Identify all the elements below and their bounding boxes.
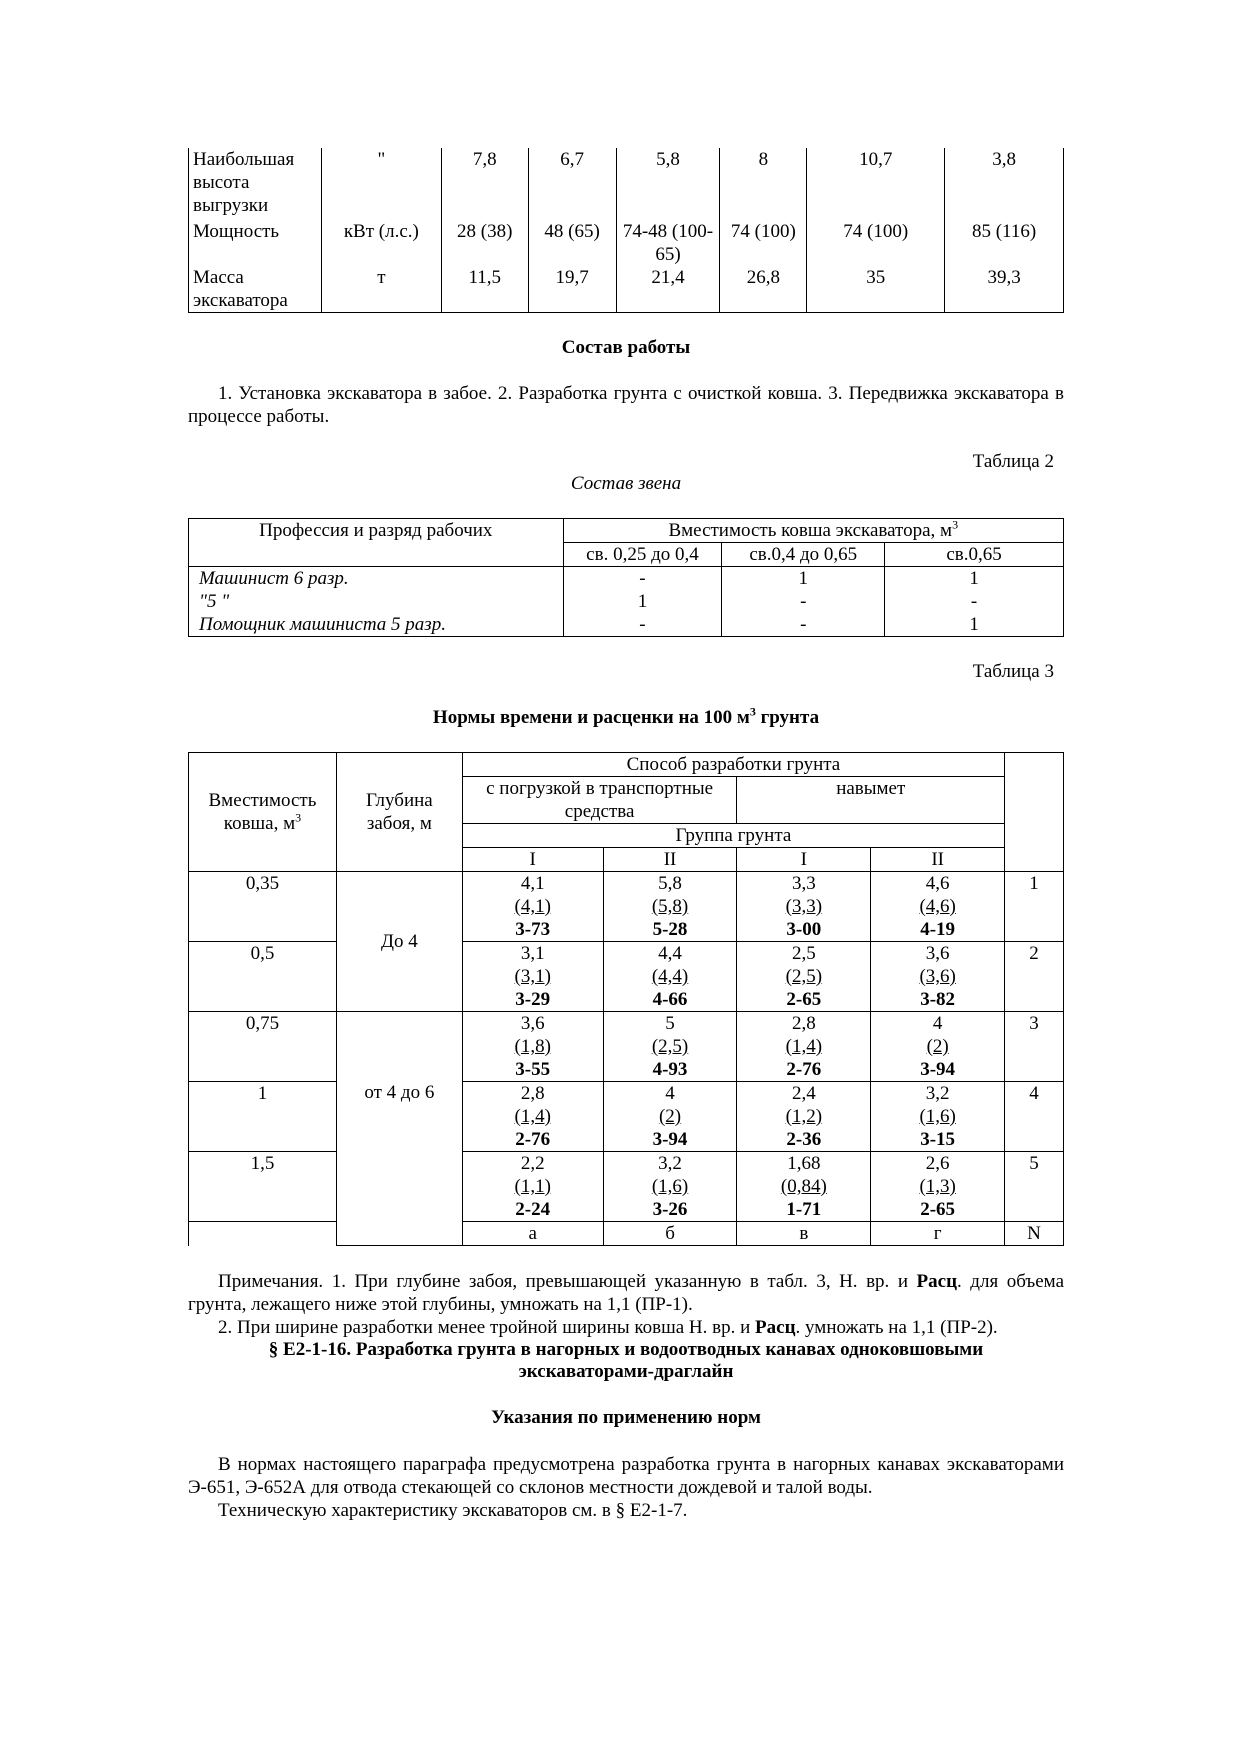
norm-cell: [603, 1012, 737, 1082]
norm-cell: [737, 1012, 871, 1082]
norm-time: 3,2: [925, 1083, 950, 1104]
depth-cell: До 4: [336, 872, 462, 1012]
norm-time: 3,3: [791, 873, 816, 894]
norm-time: 3,6: [925, 943, 950, 964]
note-1-bold: Расц: [916, 1271, 958, 1292]
profession-cell: Помощник машиниста 5 разр.: [189, 613, 564, 637]
table-row: [189, 872, 1064, 942]
norm-machine-time: (1,2): [785, 1106, 823, 1127]
norm-cell: [871, 872, 1005, 942]
subcol-header: св. 0,25 до 0,4: [563, 543, 722, 567]
note-2-bold: Расц: [755, 1317, 796, 1338]
norm-rate: 2-65: [920, 1199, 956, 1220]
norm-machine-time: (1,1): [514, 1176, 551, 1197]
section-subheading: Указания по применению норм: [491, 1407, 761, 1428]
col-method: Способ разработки грунта: [462, 753, 1004, 777]
table2-label: Таблица 2: [972, 451, 1054, 472]
subcol-header: св.0,4 до 0,65: [722, 543, 885, 567]
norm-time: 1,68: [787, 1153, 821, 1174]
document-page: [188, 148, 1064, 1522]
row-number: 4: [1005, 1082, 1064, 1152]
group-header: I: [737, 848, 871, 872]
capacity-cell: 1,5: [189, 1152, 337, 1222]
section-paragraph-1: В нормах настоящего параграфа предусмотрена разработка грунта в нагорных канавах экскаваторами Э-651, Э-652А для отвода стекающей со склонов местности дождевой и талой воды.: [188, 1454, 1064, 1498]
norm-cell: [603, 872, 737, 942]
spec-value: 19,7: [528, 266, 616, 313]
spec-name: Мощность: [189, 220, 322, 266]
norm-rate: 2-76: [515, 1129, 551, 1150]
spec-value: 8: [720, 148, 807, 220]
norm-time: 3,6: [520, 1013, 545, 1034]
spec-value: 3,8: [945, 148, 1064, 220]
note-1-text-end: . для объема грунта, лежащего ниже этой глубины, умножать на 1,1 (ПР-1).: [188, 1271, 1064, 1315]
depth-cell: от 4 до 6: [336, 1012, 462, 1246]
spec-unit: кВт (л.с.): [321, 220, 441, 266]
norm-time: 2,2: [520, 1153, 545, 1174]
col-capacity: [563, 519, 1063, 543]
norm-cell: [603, 1082, 737, 1152]
table-row: [189, 148, 1064, 220]
spec-value: 11,5: [441, 266, 528, 313]
col-capacity-label: Вместимость ковша экскаватора, м: [668, 520, 953, 541]
table3-title: [188, 704, 1064, 729]
norm-cell: [871, 1152, 1005, 1222]
crew-cell: 1: [563, 590, 722, 613]
crew-cell: -: [563, 567, 722, 591]
spec-value: 28 (38): [441, 220, 528, 266]
norm-cell: [462, 1082, 603, 1152]
norm-rate: 3-94: [652, 1129, 688, 1150]
column-letter: N: [1005, 1222, 1064, 1246]
table-header-row: [189, 753, 1064, 777]
spec-value: 35: [807, 266, 945, 313]
norm-time: 2,8: [520, 1083, 545, 1104]
norm-machine-time: (1,6): [919, 1106, 956, 1127]
norm-rate: 3-55: [515, 1059, 551, 1080]
norm-rate: 3-00: [786, 919, 822, 940]
table3-title-sup: 3: [749, 704, 756, 719]
group-header: II: [603, 848, 737, 872]
norm-machine-time: (4,4): [651, 966, 689, 987]
spec-value: 5,8: [616, 148, 720, 220]
norm-cell: [871, 1082, 1005, 1152]
capacity-cell: 1: [189, 1082, 337, 1152]
crew-cell: -: [722, 613, 885, 637]
capacity-cell: 0,5: [189, 942, 337, 1012]
table-row: [189, 266, 1064, 313]
norm-time: 5: [665, 1013, 675, 1034]
spec-value: 74-48 (100-65): [616, 220, 720, 266]
norm-machine-time: (4,1): [514, 896, 551, 917]
norm-machine-time: (4,6): [919, 896, 956, 917]
col-capacity-sup: 3: [952, 517, 959, 532]
table3-title-suffix: грунта: [755, 707, 820, 728]
section-paragraph-2: Техническую характеристику экскаваторов см. в § Е2-1-7.: [218, 1500, 688, 1521]
norm-rate: 3-73: [515, 919, 551, 940]
spec-value: 6,7: [528, 148, 616, 220]
norm-machine-time: (2): [658, 1106, 682, 1127]
crew-cell: -: [722, 590, 885, 613]
norm-machine-time: (5,8): [651, 896, 689, 917]
norm-rate: 3-26: [652, 1199, 688, 1220]
spec-value: 74 (100): [720, 220, 807, 266]
norm-rate: 5-28: [652, 919, 688, 940]
norm-time: 4: [665, 1083, 675, 1104]
col-profession-label: Профессия и разряд рабочих: [259, 520, 493, 541]
spec-value: 39,3: [945, 266, 1064, 313]
subcol-header: св.0,65: [885, 543, 1064, 567]
norm-cell: [462, 1012, 603, 1082]
norm-machine-time: (1,6): [651, 1176, 689, 1197]
section-title-line-2: экскаваторами-драглайн: [518, 1361, 734, 1382]
norm-cell: [871, 942, 1005, 1012]
row-number: 5: [1005, 1152, 1064, 1222]
row-number: 1: [1005, 872, 1064, 942]
spec-value: 48 (65): [528, 220, 616, 266]
norm-time: 2,6: [925, 1153, 950, 1174]
capacity-cell: 0,35: [189, 872, 337, 942]
crew-cell: 1: [885, 613, 1064, 637]
norm-time: 4,4: [658, 943, 682, 964]
col-profession: [189, 519, 564, 567]
column-letter: б: [603, 1222, 737, 1246]
norm-rate: 2-76: [786, 1059, 822, 1080]
norm-rate: 4-66: [652, 989, 688, 1010]
spec-value: 74 (100): [807, 220, 945, 266]
col-transport: с погрузкой в транспортные средства: [462, 777, 737, 824]
norm-time: 2,4: [791, 1083, 816, 1104]
note-2: [188, 1316, 1064, 1339]
norm-time: 3,2: [658, 1153, 682, 1174]
norm-time: 4,6: [925, 873, 950, 894]
capacity-cell: 0,75: [189, 1012, 337, 1082]
table-header-row: [189, 519, 1064, 543]
table-footer-row: [189, 1222, 1064, 1246]
crew-cell: 1: [722, 567, 885, 591]
norm-rate: 3-94: [920, 1059, 956, 1080]
norm-cell: [737, 1082, 871, 1152]
profession-cell: "5 ": [189, 590, 564, 613]
work-heading: Состав работы: [561, 337, 691, 358]
column-letter: а: [462, 1222, 603, 1246]
norm-time: 4,1: [520, 873, 545, 894]
spec-value: 85 (116): [945, 220, 1064, 266]
norm-rate: 4-19: [920, 919, 956, 940]
norm-machine-time: (2,5): [651, 1036, 689, 1057]
spec-unit: т: [321, 266, 441, 313]
table-row: [189, 942, 1064, 1012]
group-header: II: [871, 848, 1005, 872]
col-capacity: [189, 753, 337, 872]
col-group: Группа грунта: [462, 824, 1004, 848]
norm-rate: 2-36: [786, 1129, 822, 1150]
excavator-spec-table: [188, 148, 1064, 313]
norm-rate: 3-29: [515, 989, 551, 1010]
work-text: 1. Установка экскаватора в забое. 2. Разработка грунта с очисткой ковша. 3. Передвижка экскаватора в процессе работы.: [188, 383, 1064, 427]
norm-machine-time: (3,1): [514, 966, 551, 987]
note-2-text-end: . умножать на 1,1 (ПР-2).: [795, 1317, 998, 1338]
norm-cell: [462, 872, 603, 942]
table-row: [189, 1152, 1064, 1222]
empty-cell: [189, 1222, 337, 1246]
spec-value: 26,8: [720, 266, 807, 313]
column-letter: г: [871, 1222, 1005, 1246]
table-row: [189, 1012, 1064, 1082]
norm-cell: [603, 942, 737, 1012]
table3-label: Таблица 3: [972, 661, 1054, 682]
norm-rate: 2-24: [515, 1199, 551, 1220]
norm-cell: [737, 1152, 871, 1222]
note-1: [188, 1270, 1064, 1316]
norms-table: [188, 752, 1064, 1246]
norm-cell: [871, 1012, 1005, 1082]
norm-time: 4: [932, 1013, 943, 1034]
norm-cell: [737, 872, 871, 942]
norm-rate: 4-93: [652, 1059, 688, 1080]
table-row: [189, 1082, 1064, 1152]
norm-time: 2,8: [791, 1013, 816, 1034]
norm-machine-time: (2): [926, 1036, 949, 1057]
norm-machine-time: (1,4): [785, 1036, 823, 1057]
table-row: [189, 220, 1064, 266]
row-number: 3: [1005, 1012, 1064, 1082]
profession-cell: Машинист 6 разр.: [189, 567, 564, 591]
col-capacity-label: Вместимость ковша, м: [208, 790, 317, 834]
norm-machine-time: (1,4): [514, 1106, 551, 1127]
norm-cell: [462, 1152, 603, 1222]
spec-name: Наибольшая высота выгрузки: [189, 148, 322, 220]
norm-cell: [603, 1152, 737, 1222]
table3-title-text: Нормы времени и расценки на 100 м: [432, 707, 750, 728]
note-2-text: 2. При ширине разработки менее тройной ширины ковша Н. вр. и: [218, 1317, 756, 1338]
norm-rate: 3-82: [920, 989, 956, 1010]
spec-value: 21,4: [616, 266, 720, 313]
norm-time: 2,5: [791, 943, 816, 964]
section-title-line-1: § Е2-1-16. Разработка грунта в нагорных и водоотводных канавах одноковшовыми: [268, 1339, 984, 1360]
table2-caption: Состав звена: [570, 473, 682, 494]
norm-rate: 3-15: [920, 1129, 956, 1150]
norm-cell: [462, 942, 603, 1012]
norm-machine-time: (2,5): [785, 966, 823, 987]
table-row: [189, 567, 1064, 591]
norm-machine-time: (1,3): [919, 1176, 956, 1197]
norm-machine-time: (3,6): [919, 966, 956, 987]
norm-rate: 1-71: [786, 1199, 822, 1220]
crew-table: [188, 518, 1064, 637]
norm-cell: [737, 942, 871, 1012]
crew-cell: -: [885, 590, 1064, 613]
row-number: 2: [1005, 942, 1064, 1012]
norm-machine-time: (3,3): [785, 896, 823, 917]
norm-time: 3,1: [520, 943, 545, 964]
section-title: [188, 1339, 1064, 1383]
spec-value: 10,7: [807, 148, 945, 220]
col-depth: Глубина забоя, м: [336, 753, 462, 872]
column-letter: в: [737, 1222, 871, 1246]
group-header: I: [462, 848, 603, 872]
col-cast: навымет: [737, 777, 1005, 824]
table-row: [189, 590, 1064, 613]
table-row: [189, 613, 1064, 637]
norm-machine-time: (1,8): [514, 1036, 551, 1057]
col-number: [1005, 753, 1064, 872]
norm-rate: 2-65: [786, 989, 822, 1010]
spec-unit: ": [321, 148, 441, 220]
norm-time: 5,8: [658, 873, 682, 894]
crew-cell: 1: [885, 567, 1064, 591]
norm-machine-time: (0,84): [780, 1176, 827, 1197]
note-1-text: Примечания. 1. При глубине забоя, превышающей указанную в табл. 3, Н. вр. и: [218, 1271, 917, 1292]
spec-value: 7,8: [441, 148, 528, 220]
crew-cell: -: [563, 613, 722, 637]
col-capacity-sup: 3: [295, 810, 302, 825]
spec-name: Масса экскаватора: [189, 266, 322, 313]
